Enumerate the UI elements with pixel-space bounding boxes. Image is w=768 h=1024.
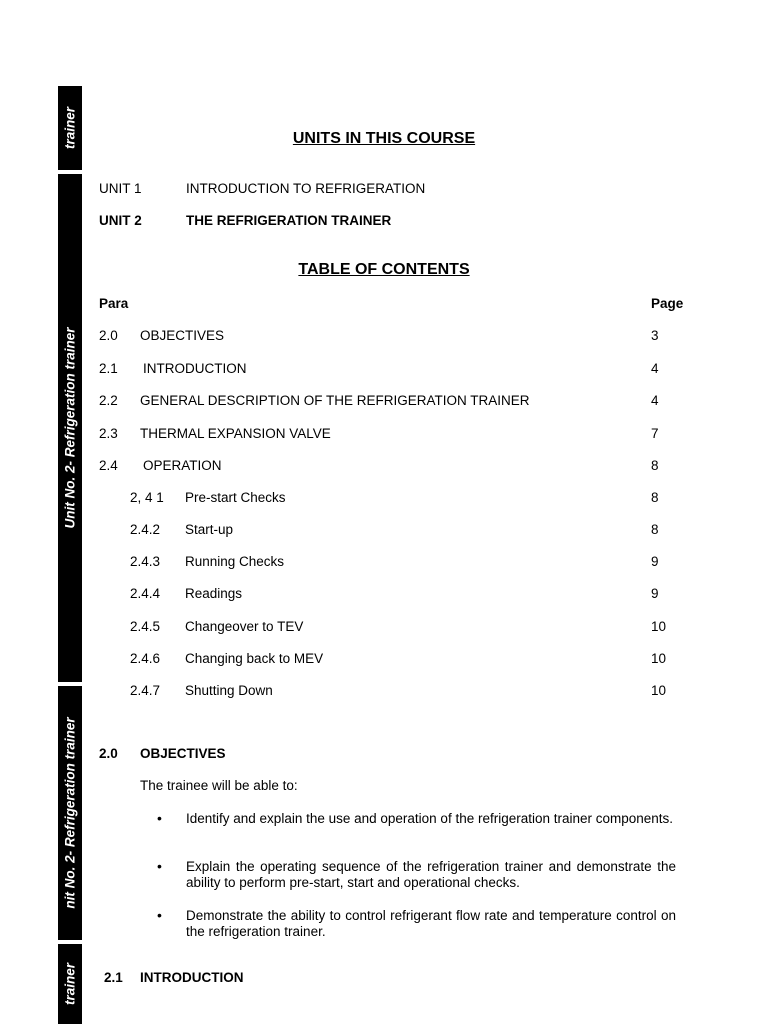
toc-entry-number: 2.0 [99,328,118,343]
toc-subentry-title: Changing back to MEV [185,651,324,666]
toc-subentry-number: 2.4.6 [130,651,161,666]
toc-entry-page: 8 [651,458,659,473]
section-number: 2.0 [99,746,118,761]
unit-number: UNIT 2 [99,213,142,228]
toc-entry-number: 2.1 [99,361,118,376]
objective-bullet-text: Demonstrate the ability to control refrigerant flow rate and temperature control on the refrigeration trainer. [186,908,676,939]
side-bar-label: trainer [62,106,78,150]
toc-entry-title: GENERAL DESCRIPTION OF THE REFRIGERATION TRAINER [140,393,530,408]
toc-subentry-number: 2.4.2 [130,522,161,537]
toc-entry-number: 2.4 [99,458,118,473]
toc-entry-page: 4 [651,393,659,408]
unit-title: THE REFRIGERATION TRAINER [186,213,392,228]
toc-subentry-title: Shutting Down [185,683,273,698]
toc-subentry-number: 2.4.3 [130,554,161,569]
toc-subentry-title: Readings [185,586,243,601]
toc-entry-number: 2.2 [99,393,118,408]
toc-entry-page: 4 [651,361,659,376]
bullet-icon: • [157,907,162,923]
objective-bullet-text: Identify and explain the use and operation of the refrigeration trainer components. [186,811,674,826]
objective-bullet-text: Explain the operating sequence of the refrigeration trainer and demonstrate the ability to perform pre-start, start and operational checks. [186,859,676,890]
side-bar-tab [58,944,82,1024]
toc-entry-page: 8 [651,490,659,505]
side-bar-label: nit No. 2- Refrigeration trainer [62,717,78,909]
toc-entry-number: 2.3 [99,426,118,441]
toc-subentry-number: 2, 4 1 [130,490,164,505]
toc-entry-title: THERMAL EXPANSION VALVE [140,426,331,441]
side-bar-label: trainer [62,962,78,1006]
toc-subentry-number: 2.4.4 [130,586,161,601]
side-bar-tab [58,686,82,940]
toc-entry-page: 9 [651,586,659,601]
toc-entry-page: 7 [651,426,659,441]
bullet-icon: • [157,858,162,874]
toc-entry-page: 10 [651,651,667,666]
toc-entry-page: 10 [651,619,667,634]
toc-entry-page: 9 [651,554,659,569]
unit-number: UNIT 1 [99,181,142,196]
unit-title: INTRODUCTION TO REFRIGERATION [186,181,426,196]
toc-heading: TABLE OF CONTENTS [298,261,470,278]
toc-entry-title: INTRODUCTION [143,361,247,376]
objectives-intro: The trainee will be able to: [140,778,298,793]
toc-entry-page: 8 [651,522,659,537]
side-bar-tab [58,174,82,682]
toc-subentry-title: Running Checks [185,554,285,569]
toc-subentry-title: Changeover to TEV [185,619,304,634]
toc-entry-page: 10 [651,683,667,698]
toc-entry-page: 3 [651,328,659,343]
units-heading: UNITS IN THIS COURSE [292,130,476,147]
toc-subentry-title: Pre-start Checks [185,490,286,505]
toc-subentry-title: Start-up [185,522,234,537]
toc-col-para: Para [99,296,129,311]
side-bar-label: Unit No. 2- Refrigeration trainer [62,327,78,529]
toc-subentry-number: 2.4.7 [130,683,161,698]
bullet-icon: • [157,810,162,826]
toc-subentry-number: 2.4.5 [130,619,161,634]
section-number: 2.1 [104,970,123,985]
section-title: OBJECTIVES [140,746,226,761]
section-title: INTRODUCTION [140,970,244,985]
toc-entry-title: OPERATION [143,458,222,473]
side-bar-tab [58,86,82,170]
toc-entry-title: OBJECTIVES [140,328,225,343]
toc-col-page: Page [651,296,684,311]
